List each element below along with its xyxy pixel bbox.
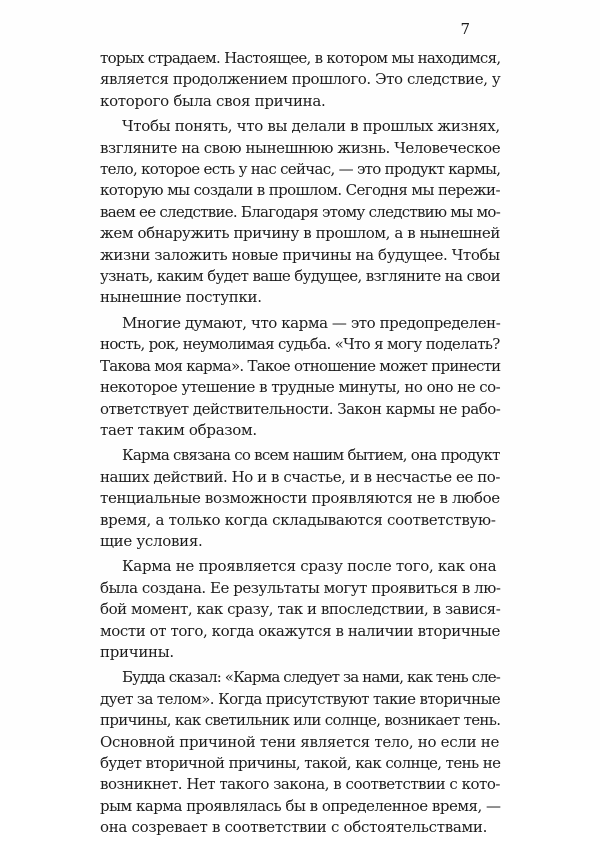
- text-line: которого была своя причина.: [100, 91, 326, 110]
- text-line: ваем ее следствие. Благодаря этому следствию мы мо-: [100, 202, 501, 221]
- text-line: Будда сказал: «Карма следует за нами, как тень сле-: [122, 668, 500, 687]
- text-line: была создана. Ее результаты могут проявиться в лю-: [100, 578, 501, 597]
- text-line: щие условия.: [100, 531, 203, 550]
- text-line: она созревает в соответствии с обстоятельствами.: [100, 818, 488, 837]
- text-line: тело, которое есть у нас сейчас, — это продукт кармы,: [100, 160, 501, 179]
- text-line: жем обнаружить причину в прошлом, а в нынешней: [100, 224, 500, 243]
- text-line: Такова моя карма». Такое отношение может принести: [100, 356, 501, 375]
- text-line: Основной причиной тени является тело, но если не: [100, 732, 500, 751]
- text-line: ность, рок, неумолимая судьба. «Что я могу поделать?: [100, 335, 500, 354]
- text-line: тает таким образом.: [100, 420, 257, 439]
- text-line: Карма не проявляется сразу после того, как она: [122, 557, 497, 576]
- text-line: жизни заложить новые причины на будущее. Чтобы: [100, 245, 500, 264]
- text-line: время, а только когда складываются соответствую-: [100, 510, 496, 529]
- text-line: причины, как светильник или солнце, возникает тень.: [100, 711, 501, 730]
- text-line: тенциальные возможности проявляются не в любое: [100, 489, 500, 508]
- text-line: ответствует действительности. Закон кармы не рабо-: [100, 399, 501, 418]
- text-line: Чтобы понять, что вы делали в прошлых жизнях,: [122, 117, 500, 136]
- paragraph: [100, 116, 500, 309]
- text-line: мости от того, когда окажутся в наличии вторичные: [100, 621, 500, 640]
- text-line: Карма связана со всем нашим бытием, она продукт: [122, 446, 500, 465]
- text-line: некоторое утешение в трудные минуты, но оно не со-: [100, 378, 501, 397]
- paragraph: [100, 48, 500, 112]
- text-line: узнать, каким будет ваше будущее, взгляните на свои: [100, 267, 500, 286]
- text-line: торых страдаем. Настоящее, в котором мы находимся,: [100, 49, 501, 67]
- paragraph: [100, 667, 500, 838]
- text-line: взгляните на свою нынешнюю жизнь. Человеческое: [100, 138, 501, 157]
- text-line: рым карма проявлялась бы в определенное время, —: [100, 796, 501, 815]
- text-line: наших действий. Но и в счастье, и в несчастье ее по-: [100, 467, 500, 486]
- text-line: является продолжением прошлого. Это следствие, у: [100, 70, 501, 89]
- text-line: нынешние поступки.: [100, 288, 262, 307]
- text-line: Многие думают, что карма — это предопределен-: [122, 313, 501, 332]
- text-line: причины.: [100, 642, 174, 661]
- paragraph: [100, 556, 500, 663]
- page-number: 7: [460, 20, 470, 38]
- body-text: [100, 48, 500, 843]
- text-line: дует за телом». Когда присутствуют такие вторичные: [100, 689, 501, 708]
- text-line: которую мы создали в прошлом. Сегодня мы пережи-: [100, 181, 500, 200]
- paragraph: [100, 313, 500, 441]
- paragraph: [100, 445, 500, 552]
- text-line: бой момент, как сразу, так и впоследствии, в завися-: [100, 600, 501, 619]
- text-line: будет вторичной причины, такой, как солнце, тень не: [100, 754, 501, 772]
- text-line: возникнет. Нет такого закона, в соответствии с кото-: [100, 775, 500, 794]
